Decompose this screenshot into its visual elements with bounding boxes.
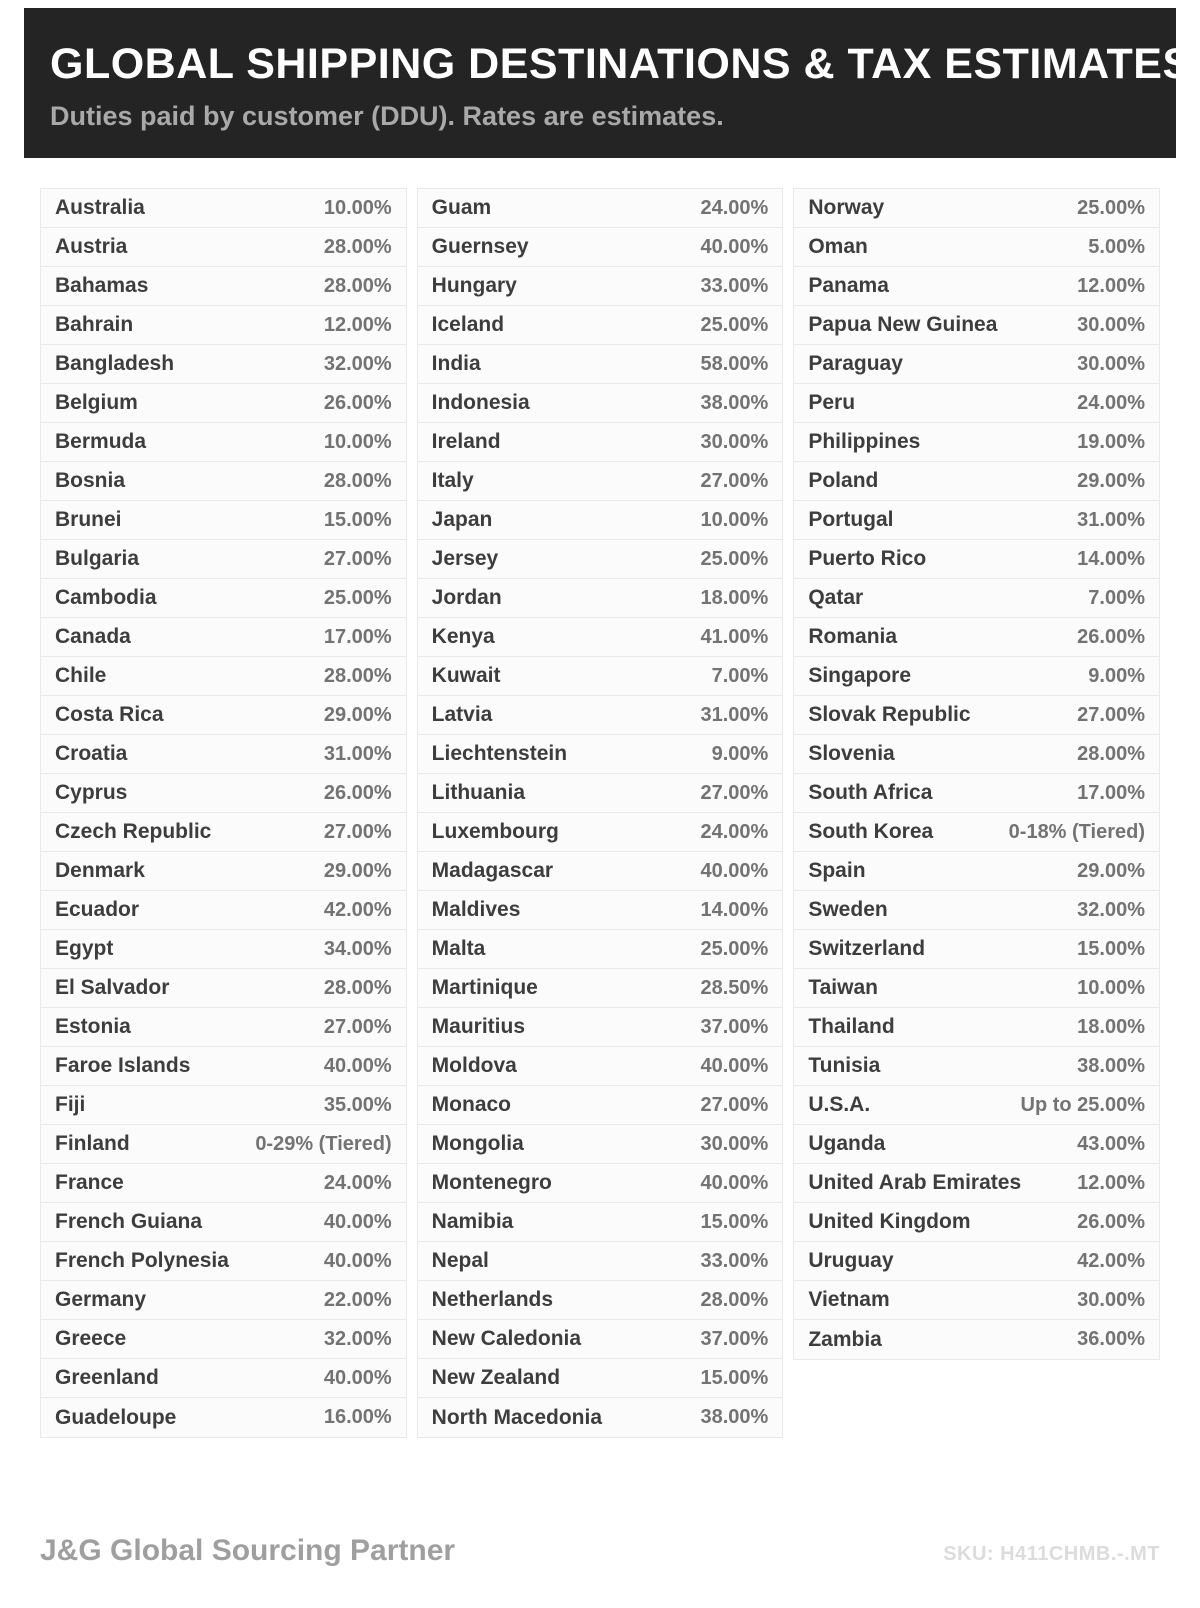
table-row <box>794 891 1159 930</box>
tax-rate: 33.00% <box>700 274 769 297</box>
country-name: Guernsey <box>431 235 529 258</box>
table-row <box>41 462 406 501</box>
country-name: Latvia <box>431 703 493 726</box>
tax-rate: 7.00% <box>711 664 769 687</box>
tax-rate: 30.00% <box>700 1132 769 1155</box>
table-row <box>418 384 783 423</box>
tax-rate: 27.00% <box>700 781 769 804</box>
tax-rate: 10.00% <box>323 430 392 453</box>
table-row <box>794 969 1159 1008</box>
tax-rate: 27.00% <box>323 820 392 843</box>
tax-rate: 27.00% <box>700 1093 769 1116</box>
country-name: Papua New Guinea <box>808 313 998 336</box>
tax-rate: 10.00% <box>323 196 392 219</box>
tax-rate: 24.00% <box>700 820 769 843</box>
table-row <box>41 930 406 969</box>
country-name: Thailand <box>808 1015 895 1038</box>
tax-rate: 26.00% <box>1077 1210 1146 1233</box>
tax-rate: 41.00% <box>700 625 769 648</box>
country-name: Nepal <box>431 1249 489 1272</box>
country-name: Panama <box>808 274 889 297</box>
country-name: Jersey <box>431 547 499 570</box>
table-row <box>794 345 1159 384</box>
table-row <box>794 930 1159 969</box>
country-name: Denmark <box>55 859 145 882</box>
country-name: Jordan <box>431 586 502 609</box>
table-row <box>794 501 1159 540</box>
country-name: Guam <box>431 196 492 219</box>
country-name: Liechtenstein <box>431 742 568 765</box>
table-row <box>794 1242 1159 1281</box>
country-name: Zambia <box>808 1327 882 1351</box>
country-name: Uruguay <box>808 1249 894 1272</box>
country-name: Spain <box>808 859 866 882</box>
table-row <box>418 1242 783 1281</box>
tax-rate: 40.00% <box>700 1171 769 1194</box>
country-name: Singapore <box>808 664 912 687</box>
table-row <box>794 1047 1159 1086</box>
country-name: Slovenia <box>808 742 895 765</box>
tax-rate: 42.00% <box>1077 1249 1146 1272</box>
table-row <box>418 852 783 891</box>
tax-rate: 28.00% <box>700 1288 769 1311</box>
table-row <box>41 1086 406 1125</box>
table-row <box>418 735 783 774</box>
country-name: Switzerland <box>808 937 926 960</box>
table-row <box>41 1242 406 1281</box>
tax-rate: 12.00% <box>1077 274 1146 297</box>
table-row <box>418 501 783 540</box>
tax-rate: 24.00% <box>700 196 769 219</box>
table-row <box>41 1047 406 1086</box>
country-name: Slovak Republic <box>808 703 971 726</box>
tax-rate: 25.00% <box>323 586 392 609</box>
tax-rate: 40.00% <box>323 1054 392 1077</box>
tax-rate: 25.00% <box>1077 196 1146 219</box>
country-name: Bangladesh <box>55 352 175 375</box>
country-name: Bermuda <box>55 430 147 453</box>
tax-rate: 38.00% <box>700 391 769 414</box>
table-row <box>41 228 406 267</box>
tax-rate: 18.00% <box>700 586 769 609</box>
table-row <box>794 1164 1159 1203</box>
table-row <box>41 267 406 306</box>
table-row <box>41 540 406 579</box>
page-header <box>24 8 1192 158</box>
country-name: South Korea <box>808 820 934 843</box>
table-row <box>41 345 406 384</box>
country-name: Czech Republic <box>55 820 212 843</box>
table-row <box>794 189 1159 228</box>
country-name: Australia <box>55 196 145 219</box>
tax-rate: 40.00% <box>323 1366 392 1389</box>
table-row <box>794 1281 1159 1320</box>
table-row <box>794 813 1159 852</box>
country-name: Estonia <box>55 1015 131 1038</box>
tax-rate: 17.00% <box>323 625 392 648</box>
country-name: Oman <box>808 235 868 258</box>
tax-rate: 40.00% <box>323 1210 392 1233</box>
country-name: Maldives <box>431 898 521 921</box>
table-row <box>41 1164 406 1203</box>
page-title: GLOBAL SHIPPING DESTINATIONS & TAX ESTIMATES <box>50 40 1192 88</box>
country-name: Netherlands <box>431 1288 554 1311</box>
tax-rate: 27.00% <box>323 1015 392 1038</box>
tax-rate: 26.00% <box>323 781 392 804</box>
country-name: Tunisia <box>808 1054 881 1077</box>
table-row <box>794 774 1159 813</box>
tax-rate: 27.00% <box>323 547 392 570</box>
table-row <box>41 1320 406 1359</box>
tax-rate: 27.00% <box>700 469 769 492</box>
table-row <box>418 1125 783 1164</box>
tax-rate: 32.00% <box>323 352 392 375</box>
table-row <box>41 969 406 1008</box>
table-row <box>794 384 1159 423</box>
country-name: Indonesia <box>431 391 530 414</box>
tax-rate: 32.00% <box>323 1327 392 1350</box>
tax-rate: 29.00% <box>1077 859 1146 882</box>
tax-rate: 38.00% <box>1077 1054 1146 1077</box>
table-row <box>41 1125 406 1164</box>
tax-column <box>417 188 784 1438</box>
tax-rate: 42.00% <box>323 898 392 921</box>
tax-rate: 14.00% <box>700 898 769 921</box>
table-row <box>41 1398 406 1437</box>
country-name: Luxembourg <box>431 820 559 843</box>
tax-rate: 22.00% <box>323 1288 392 1311</box>
country-name: Bosnia <box>55 469 126 492</box>
country-name: Cyprus <box>55 781 128 804</box>
country-name: Bulgaria <box>55 547 140 570</box>
page-subtitle: Duties paid by customer (DDU). Rates are estimates. <box>50 101 724 131</box>
tax-rate: 9.00% <box>1088 664 1146 687</box>
country-name: Peru <box>808 391 856 414</box>
tax-rate: 25.00% <box>700 937 769 960</box>
table-row <box>794 1203 1159 1242</box>
country-name: Costa Rica <box>55 703 164 726</box>
table-row <box>418 267 783 306</box>
country-name: Kenya <box>431 625 495 648</box>
country-name: Poland <box>808 469 879 492</box>
country-name: U.S.A. <box>808 1093 871 1116</box>
country-name: United Arab Emirates <box>808 1171 1022 1194</box>
tax-rate: 19.00% <box>1077 430 1146 453</box>
table-row <box>41 423 406 462</box>
country-name: Greenland <box>55 1366 159 1389</box>
country-name: Portugal <box>808 508 894 531</box>
tax-rate: 37.00% <box>700 1015 769 1038</box>
table-row <box>41 189 406 228</box>
country-name: Puerto Rico <box>808 547 927 570</box>
country-name: Moldova <box>431 1054 517 1077</box>
table-row <box>418 618 783 657</box>
country-name: Qatar <box>808 586 864 609</box>
country-name: Malta <box>431 937 486 960</box>
country-name: Vietnam <box>808 1288 890 1311</box>
table-row <box>418 1320 783 1359</box>
table-row <box>794 696 1159 735</box>
tax-rate: 28.00% <box>1077 742 1146 765</box>
tax-rate: 24.00% <box>323 1171 392 1194</box>
table-row <box>418 969 783 1008</box>
tax-rate: 34.00% <box>323 937 392 960</box>
country-name: Hungary <box>431 274 517 297</box>
tax-rate: 30.00% <box>1077 352 1146 375</box>
tax-rate: 26.00% <box>323 391 392 414</box>
tax-rate: 40.00% <box>700 235 769 258</box>
table-row <box>418 1398 783 1437</box>
country-name: Chile <box>55 664 107 687</box>
country-name: Sweden <box>808 898 888 921</box>
country-name: Croatia <box>55 742 128 765</box>
tax-rate: 12.00% <box>323 313 392 336</box>
table-row <box>418 540 783 579</box>
table-row <box>794 657 1159 696</box>
tax-rate: 18.00% <box>1077 1015 1146 1038</box>
country-name: France <box>55 1171 124 1194</box>
table-row <box>794 1320 1159 1359</box>
table-row <box>418 189 783 228</box>
tax-rate: 38.00% <box>700 1406 769 1428</box>
country-name: New Zealand <box>431 1366 561 1389</box>
table-row <box>41 891 406 930</box>
table-row <box>41 852 406 891</box>
tax-rate: 12.00% <box>1077 1171 1146 1194</box>
country-name: Martinique <box>431 976 538 999</box>
country-name: Taiwan <box>808 976 878 999</box>
table-row <box>418 1164 783 1203</box>
country-name: Ecuador <box>55 898 140 921</box>
table-row <box>794 540 1159 579</box>
table-row <box>418 579 783 618</box>
table-row <box>418 774 783 813</box>
table-row <box>794 735 1159 774</box>
country-name: Lithuania <box>431 781 526 804</box>
country-name: Germany <box>55 1288 147 1311</box>
brand-name: J&G Global Sourcing Partner <box>40 1534 456 1567</box>
table-row <box>418 1281 783 1320</box>
tax-rate: 24.00% <box>1077 391 1146 414</box>
country-name: Montenegro <box>431 1171 552 1194</box>
country-name: Egypt <box>55 937 114 960</box>
tax-rate: 10.00% <box>1077 976 1146 999</box>
tax-rate: 43.00% <box>1077 1132 1146 1155</box>
tax-rate: 28.00% <box>323 235 392 258</box>
country-name: Monaco <box>431 1093 512 1116</box>
tax-rate: 28.00% <box>323 274 392 297</box>
country-name: Namibia <box>431 1210 514 1233</box>
tax-rate: 36.00% <box>1077 1328 1146 1350</box>
country-name: Mauritius <box>431 1015 526 1038</box>
tax-column <box>793 188 1160 1360</box>
country-name: Madagascar <box>431 859 554 882</box>
country-name: Canada <box>55 625 131 648</box>
tax-rate: 5.00% <box>1088 235 1146 258</box>
table-row <box>794 618 1159 657</box>
country-name: New Caledonia <box>431 1327 582 1350</box>
tax-rate: 16.00% <box>323 1406 392 1428</box>
country-name: Fiji <box>55 1093 86 1116</box>
tax-rate: 17.00% <box>1077 781 1146 804</box>
table-row <box>418 696 783 735</box>
tax-rate: 28.00% <box>323 976 392 999</box>
tax-rate: 30.00% <box>1077 313 1146 336</box>
table-row <box>418 891 783 930</box>
tax-rate: 25.00% <box>700 313 769 336</box>
sku-label: SKU: H411CHMB.-.MT <box>943 1543 1160 1565</box>
tax-rate: 40.00% <box>700 859 769 882</box>
tax-rate: 28.00% <box>323 469 392 492</box>
table-row <box>418 1047 783 1086</box>
tax-rate: 27.00% <box>1077 703 1146 726</box>
tax-rate: 31.00% <box>323 742 392 765</box>
country-name: Cambodia <box>55 586 157 609</box>
table-row <box>794 579 1159 618</box>
country-name: Kuwait <box>431 664 501 687</box>
table-row <box>418 345 783 384</box>
country-name: Japan <box>431 508 493 531</box>
tax-rate: 33.00% <box>700 1249 769 1272</box>
tax-rate: 15.00% <box>323 508 392 531</box>
country-name: India <box>431 352 481 375</box>
country-name: French Guiana <box>55 1210 203 1233</box>
tax-rate: 31.00% <box>700 703 769 726</box>
tax-rate: 40.00% <box>700 1054 769 1077</box>
table-row <box>418 306 783 345</box>
tax-rate: Up to 25.00% <box>1020 1093 1146 1116</box>
tax-rate: 28.50% <box>700 976 769 999</box>
tax-rate: 30.00% <box>700 430 769 453</box>
table-row <box>41 774 406 813</box>
tax-rate: 31.00% <box>1077 508 1146 531</box>
table-row <box>418 1203 783 1242</box>
country-name: Italy <box>431 469 474 492</box>
table-row <box>41 813 406 852</box>
tax-rate: 9.00% <box>711 742 769 765</box>
country-name: Romania <box>808 625 898 648</box>
tax-rate: 0-18% (Tiered) <box>1008 820 1146 843</box>
table-row <box>794 1125 1159 1164</box>
country-name: French Polynesia <box>55 1249 229 1272</box>
country-name: Guadeloupe <box>55 1405 177 1429</box>
table-row <box>41 501 406 540</box>
table-row <box>794 423 1159 462</box>
country-name: Austria <box>55 235 128 258</box>
table-row <box>418 657 783 696</box>
table-row <box>418 1359 783 1398</box>
country-name: Mongolia <box>431 1132 524 1155</box>
tax-rate: 35.00% <box>323 1093 392 1116</box>
tax-rate: 7.00% <box>1088 586 1146 609</box>
tax-rate: 29.00% <box>323 859 392 882</box>
table-row <box>41 306 406 345</box>
tax-rate: 15.00% <box>700 1366 769 1389</box>
tax-column <box>40 188 407 1438</box>
country-name: United Kingdom <box>808 1210 971 1233</box>
tax-rate: 15.00% <box>700 1210 769 1233</box>
tax-rate: 15.00% <box>1077 937 1146 960</box>
table-row <box>41 579 406 618</box>
country-name: Greece <box>55 1327 127 1350</box>
table-row <box>418 813 783 852</box>
table-row <box>418 423 783 462</box>
table-row <box>794 306 1159 345</box>
country-name: North Macedonia <box>431 1405 603 1429</box>
tax-rate: 30.00% <box>1077 1288 1146 1311</box>
country-name: Philippines <box>808 430 921 453</box>
country-name: Bahamas <box>55 274 149 297</box>
tax-rates-table <box>40 188 1160 1438</box>
tax-rate: 32.00% <box>1077 898 1146 921</box>
tax-rate: 29.00% <box>1077 469 1146 492</box>
tax-rate: 28.00% <box>323 664 392 687</box>
table-row <box>41 696 406 735</box>
tax-rate: 26.00% <box>1077 625 1146 648</box>
table-row <box>41 1203 406 1242</box>
country-name: South Africa <box>808 781 933 804</box>
page-footer <box>40 1534 1160 1568</box>
country-name: Faroe Islands <box>55 1054 191 1077</box>
country-name: Paraguay <box>808 352 903 375</box>
table-row <box>418 462 783 501</box>
tax-rate: 40.00% <box>323 1249 392 1272</box>
tax-rate: 37.00% <box>700 1327 769 1350</box>
table-row <box>794 462 1159 501</box>
tax-rate: 0-29% (Tiered) <box>255 1132 392 1155</box>
table-row <box>41 657 406 696</box>
country-name: Belgium <box>55 391 138 414</box>
table-row <box>41 735 406 774</box>
country-name: El Salvador <box>55 976 170 999</box>
country-name: Bahrain <box>55 313 134 336</box>
table-row <box>41 618 406 657</box>
table-row <box>418 1086 783 1125</box>
table-row <box>41 1008 406 1047</box>
table-row <box>41 1281 406 1320</box>
table-row <box>41 384 406 423</box>
tax-rate: 25.00% <box>700 547 769 570</box>
table-row <box>418 930 783 969</box>
table-row <box>794 267 1159 306</box>
country-name: Uganda <box>808 1132 886 1155</box>
country-name: Brunei <box>55 508 122 531</box>
table-row <box>794 1008 1159 1047</box>
country-name: Iceland <box>431 313 505 336</box>
table-row <box>794 1086 1159 1125</box>
table-row <box>418 228 783 267</box>
country-name: Ireland <box>431 430 501 453</box>
table-row <box>418 1008 783 1047</box>
tax-rate: 29.00% <box>323 703 392 726</box>
tax-rate: 14.00% <box>1077 547 1146 570</box>
country-name: Finland <box>55 1132 130 1155</box>
country-name: Norway <box>808 196 885 219</box>
table-row <box>794 228 1159 267</box>
tax-rate: 10.00% <box>700 508 769 531</box>
table-row <box>41 1359 406 1398</box>
table-row <box>794 852 1159 891</box>
tax-rate: 58.00% <box>700 352 769 375</box>
